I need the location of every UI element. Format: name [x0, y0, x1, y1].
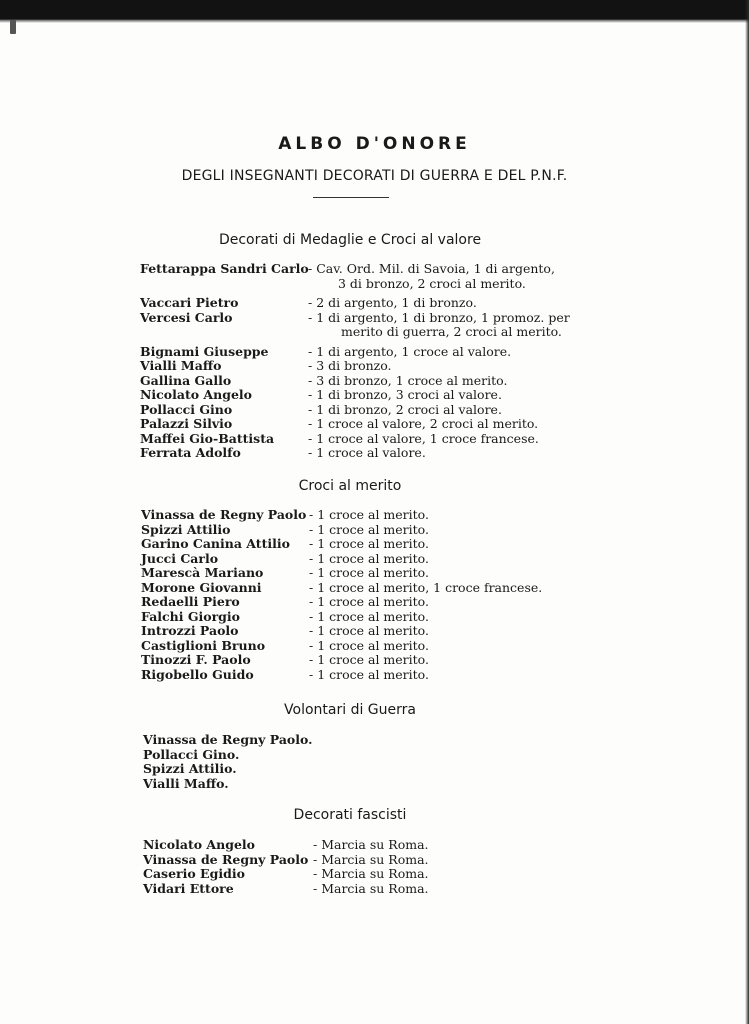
entry-name: Garino Canina Attilio: [141, 536, 290, 551]
entry-name: Introzzi Paolo: [141, 623, 239, 638]
entry-description: - 1 croce al merito.: [309, 666, 429, 682]
entry-description: - 1 di argento, 1 di bronzo, 1 promoz. per merito di guerra, 2 croci al merito.: [308, 309, 570, 339]
section-heading-merit: Croci al merito: [298, 478, 402, 494]
entry-name: Nicolato Angelo: [143, 837, 255, 852]
entry-description: - Marcia su Roma.: [313, 837, 429, 852]
entry-name: Maffei Gio-Battista: [140, 430, 275, 446]
entry-description: - 1 croce al merito.: [309, 594, 429, 609]
entry-description: - 1 croce al merito.: [309, 608, 429, 624]
entry-name: Castiglioni Bruno: [141, 637, 266, 653]
entry-description: - 3 di bronzo, 1 croce al merito.: [308, 372, 508, 388]
entry-name: Ferrata Adolfo: [140, 445, 241, 460]
entry-name: Jucci Carlo: [141, 550, 219, 566]
section-heading-medals: Decorati di Medaglie e Croci al valore: [218, 232, 482, 248]
entry-description: - 1 croce al merito.: [309, 623, 429, 638]
entry-description: - 1 croce al merito.: [309, 550, 429, 566]
list-item: Pollacci Gino.: [143, 746, 240, 762]
entry-description: - 2 di argento, 1 di bronzo.: [308, 295, 477, 310]
entry-description: - 1 croce al merito, 1 croce francese.: [309, 579, 543, 595]
section-heading-volunteers: Volontari di Guerra: [284, 702, 416, 718]
entry-description: - 1 croce al valore, 1 croce francese.: [308, 430, 539, 446]
entry-name: Vaccari Pietro: [140, 295, 239, 310]
entry-description: - 1 croce al valore, 2 croci al merito.: [308, 416, 539, 431]
scan-top-border: [0, 0, 749, 20]
entry-name: Rigobello Guido: [141, 666, 254, 682]
entry-description: - 1 di bronzo, 3 croci al valore.: [308, 387, 502, 402]
entry-name: Palazzi Silvio: [140, 416, 233, 431]
title-divider: [313, 197, 389, 198]
entry-description: - 1 di argento, 1 croce al valore.: [308, 343, 512, 359]
entry-name: Fettarappa Sandri Carlo: [140, 261, 309, 276]
entry-name: Falchi Giorgio: [141, 608, 241, 624]
section-heading-fascist: Decorati fascisti: [293, 807, 407, 823]
entry-description: - 1 croce al merito.: [309, 652, 429, 667]
list-item: Vialli Maffo.: [143, 775, 229, 791]
entry-name: Vidari Ettore: [143, 880, 234, 896]
page-subtitle: DEGLI INSEGNANTI DECORATI DI GUERRA E DEL P.N.F.: [181, 168, 568, 184]
entry-name: Marescà Mariano: [141, 565, 264, 580]
entry-name: Tinozzi F. Paolo: [141, 652, 251, 667]
entry-name: Bignami Giuseppe: [140, 343, 269, 359]
entry-description: - 1 croce al merito.: [309, 565, 429, 580]
entry-description: - Cav. Ord. Mil. di Savoia, 1 di argento, 3 di bronzo, 2 croci al merito.: [308, 261, 555, 291]
list-item: Spizzi Attilio.: [143, 761, 237, 776]
entry-description: - 1 croce al valore.: [308, 445, 426, 460]
entry-name: Vinassa de Regny Paolo: [141, 507, 307, 522]
entry-name: Pollacci Gino: [140, 401, 233, 417]
entry-name: Vialli Maffo: [140, 358, 222, 373]
page-title: ALBO D'ONORE: [278, 134, 471, 154]
entry-description: - 1 croce al merito.: [309, 536, 429, 551]
entry-description: - 1 di bronzo, 2 croci al valore.: [308, 401, 502, 417]
entry-name: Gallina Gallo: [140, 372, 232, 388]
entry-name: Vercesi Carlo: [140, 309, 233, 325]
entry-description: - Marcia su Roma.: [313, 851, 429, 867]
entry-name: Morone Giovanni: [141, 579, 262, 595]
entry-description: - Marcia su Roma.: [313, 880, 429, 896]
entry-description: - Marcia su Roma.: [313, 866, 429, 881]
entry-name: Spizzi Attilio: [141, 521, 231, 537]
entry-description: - 3 di bronzo.: [308, 358, 392, 373]
entry-name: Redaelli Piero: [141, 594, 240, 609]
entry-name: Caserio Egidio: [143, 866, 245, 881]
entry-description: - 1 croce al merito.: [309, 521, 429, 537]
list-item: Vinassa de Regny Paolo.: [143, 732, 313, 747]
scan-mark: [10, 20, 16, 34]
entry-description: - 1 croce al merito.: [309, 637, 429, 653]
volunteers-list: [143, 733, 313, 791]
entry-description: - 1 croce al merito.: [309, 507, 429, 522]
entry-name: Vinassa de Regny Paolo: [143, 851, 309, 867]
entry-name: Nicolato Angelo: [140, 387, 252, 402]
